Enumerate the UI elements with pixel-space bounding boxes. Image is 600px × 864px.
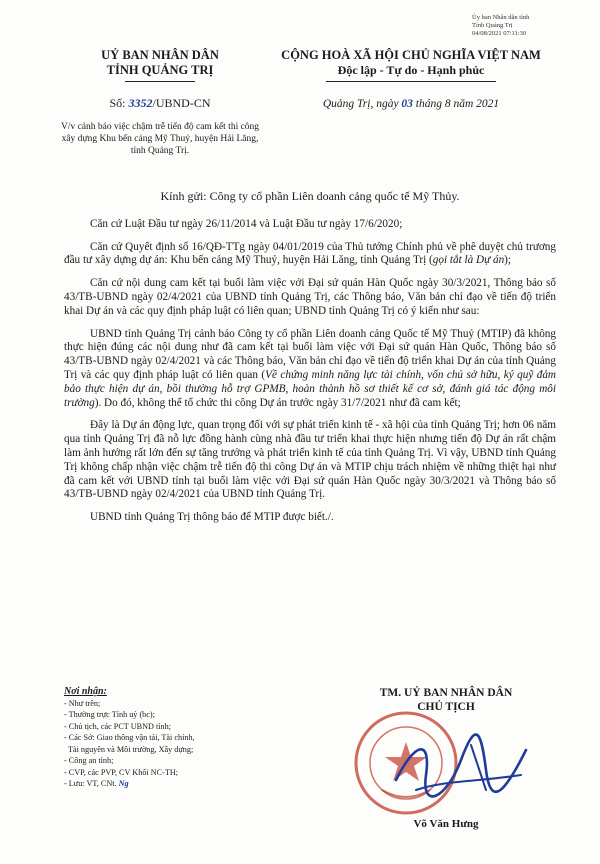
distribution-title: Nơi nhận: [64,686,107,697]
distribution-item: - Các Sở: Giao thông vận tải, Tài chính, [64,733,195,742]
p2-end: ); [504,254,512,267]
signature-block [336,686,556,830]
p2-text: Căn cứ Quyết định số 16/QĐ-TTg ngày 04/01/2019 của Thủ tướng Chính phủ về phê duyệt chủ trương đầu tư xây dựng dự án: Khu bến cảng Mỹ Thuỷ, huyện Hải Lăng, tỉnh Quảng Trị ( [64,240,556,267]
handwritten-initials: Ng [118,779,129,788]
paragraph-1: Căn cứ Luật Đầu tư ngày 26/11/2014 và Luật Đầu tư ngày 17/6/2020; [90,217,403,230]
distribution-item: - Như trên; [64,698,101,708]
signer-name: Võ Văn Hưng [413,818,479,830]
paragraph-5: Đây là Dự án động lực, quan trọng đối với sự phát triển kinh tế - xã hội của tỉnh Quảng Trị; hơn 06 năm qua tỉnh Quảng Trị đã nỗ lực đồng hành cùng nhà đầu tư triển khai thực hiện nhưng tiến độ Dự án rất chậm làm ảnh hưởng rất lớn đến sự tăng trưởng và phát triển kinh tế của tỉnh Quảng Trị. Vì vậy, UBND tỉnh Quảng Trị không chấp nhận việc chậm trễ tiến độ thi công Dự án và MTIP chịu trách nhiệm về những thiệt hại như đã cam kết với UBND tỉnh tại buổi làm việc với Đại sứ quán Hàn Quốc ngày 30/3/2021 và Thông báo số 43/TB-UBND ngày 02/4/2021 của UBND tỉnh Quảng Trị. [64,419,556,501]
issuer-underline [125,81,195,82]
nation-title: CỘNG HOÀ XÃ HỘI CHỦ NGHĨA VIỆT NAM [281,48,541,62]
distribution-item [64,778,314,790]
signer-on-behalf: TM. UỶ BAN NHÂN DÂN [379,687,513,699]
paragraph-4 [64,328,556,411]
distribution-item: - Chủ tịch, các PCT UBND tỉnh; [64,721,171,731]
distribution-item: - Công an tỉnh; [64,756,114,765]
doc-no-prefix: Số: [109,96,129,110]
date-prefix: Quảng Trị, ngày [322,98,402,110]
nation-motto: Độc lập - Tự do - Hạnh phúc [337,63,485,77]
p4-italic: Về chứng minh năng lực tài chính, vốn chủ sở hữu, ký quỹ đảm bảo thực hiện dự án, bồi thường hỗ trợ GPMB, hoàn thành hồ sơ thiết kế cơ sở, đánh giá tác động môi trường [64,368,556,409]
document-body [64,190,556,534]
paragraph-2 [64,241,556,269]
p2-italic: gọi tắt là Dự án [432,254,505,267]
handwritten-signature-icon [386,720,536,810]
document-subject: V/v cảnh báo việc chậm trễ tiến độ cam kết thi công xây dựng Khu bến cảng Mỹ Thuỷ, huyện Hải Lăng, tỉnh Quảng Trị. [60,122,260,156]
issuer-block [60,48,260,157]
distribution-list [64,686,314,790]
national-header [266,48,556,110]
date-suffix: tháng 8 năm 2021 [412,98,500,110]
doc-no-handwritten: 3352 [128,96,153,110]
doc-no-suffix: /UBND-CN [152,96,211,110]
stamp-line-1: Ủy ban Nhân dân tỉnh [472,14,530,21]
p4-text: UBND tỉnh Quảng Trị cảnh báo Công ty cổ phần Liên doanh cảng Quốc tế Mỹ Thuỷ (MTIP) đã không thực hiện đúng các nội dung như đã cam kết tại buổi làm việc với Đại sứ quán Hàn Quốc, Thông báo số 43/TB-UBND ngày 02/4/2021 và các Thông báo, Văn bản chỉ đạo về tiến độ triển khai Dự án của tỉnh Quảng Trị và các quy định pháp luật có liên quan ( [64,327,556,381]
stamp-line-3: 04/08/2021 07:11:30 [472,30,527,37]
p4-end: ). Do đó, không thể tổ chức thi công Dự án trước ngày 31/7/2021 như đã cam kết; [94,396,461,409]
stamp-line-2: Tỉnh Quảng Trị [472,22,513,29]
recipient-line: Kính gửi: Công ty cổ phần Liên doanh cảng quốc tế Mỹ Thủy. [160,189,460,203]
distribution-item: - CVP, các PVP, CV Khối NC-TH; [64,767,179,777]
document-footer [64,686,556,856]
issuer-name-line-2: TỈNH QUẢNG TRỊ [106,63,214,77]
issue-date [266,98,556,110]
digital-signature-stamp [472,14,582,38]
date-day-handwritten: 03 [401,98,413,110]
distribution-item: Tài nguyên và Môi trường, Xây dựng; [64,744,194,754]
issuer-name-line-1: UỶ BAN NHÂN DÂN [101,48,219,62]
motto-underline [326,81,496,82]
distribution-item-text: - Lưu: VT, CNt. [64,779,117,788]
document-header [60,48,556,178]
paragraph-6: UBND tỉnh Quảng Trị thông báo để MTIP được biết./. [90,511,334,524]
paragraph-3: Căn cứ nội dung cam kết tại buổi làm việc với Đại sứ quán Hàn Quốc ngày 30/3/2021, Thông báo số 43/TB-UBND ngày 02/4/2021 của UBND tỉnh Quảng Trị, các Thông báo, Văn bản chỉ đạo về tiến độ triển khai Dự án và các quy định pháp luật có liên quan; UBND tỉnh Quảng Trị có ý kiến như sau: [64,277,556,317]
document-number [60,96,260,111]
distribution-item: - Thường trực Tỉnh uỷ (bc); [64,710,155,719]
signer-role: CHỦ TỊCH [417,701,475,713]
